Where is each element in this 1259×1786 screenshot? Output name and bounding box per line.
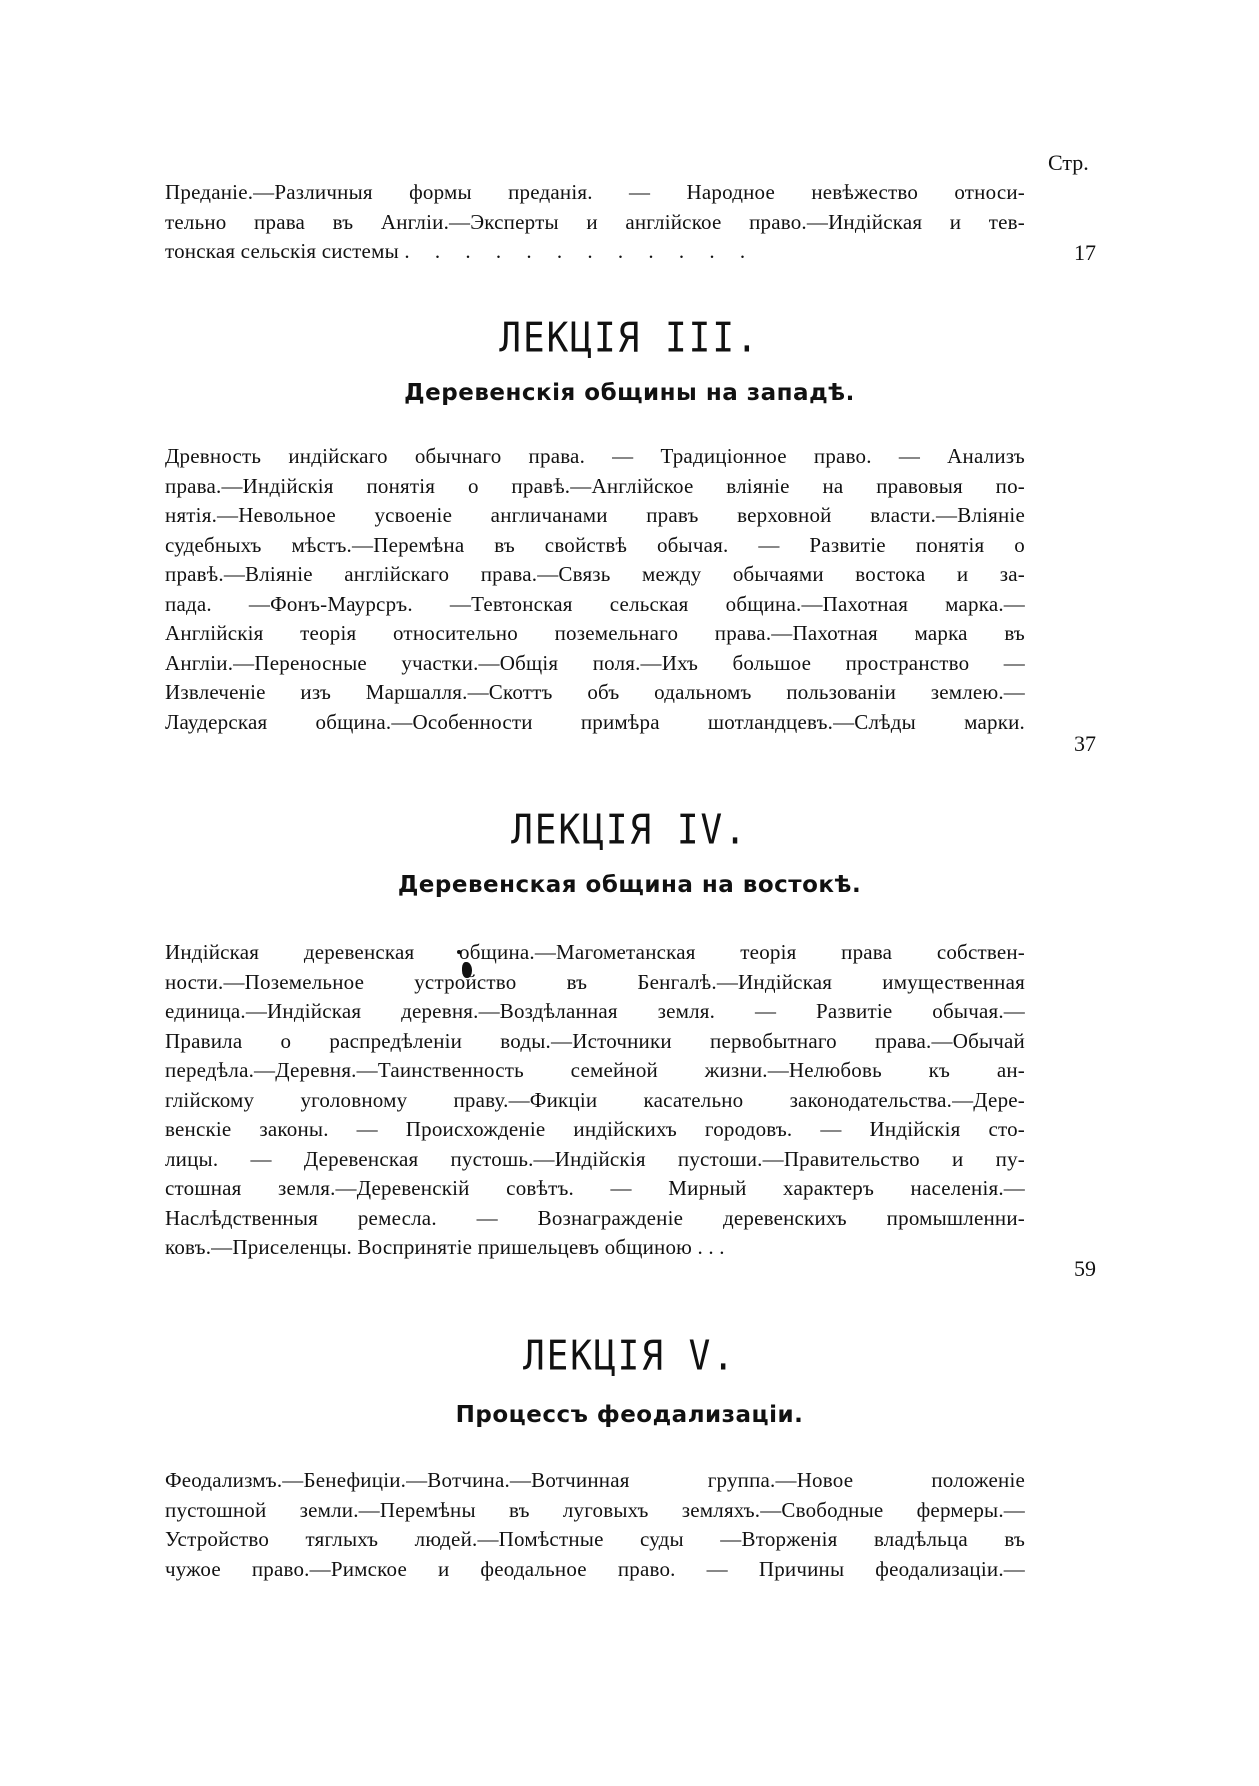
- page-column-label: Стр.: [1048, 150, 1089, 175]
- summary-line: Извлеченiе изъ Маршалля.—Скоттъ объ одальномъ пользованiи землею.—: [165, 680, 1025, 704]
- page-number: 37: [1074, 731, 1096, 756]
- summary-line: Устройство тяглыхъ людей.—Помѣстные суды —Вторженiя владѣльца въ: [165, 1527, 1025, 1551]
- summary-line: ковъ.—Приселенцы. Воспринятiе пришельцевъ общиною . . .: [165, 1235, 725, 1259]
- summary-line: Англiйскiя теорiя относительно поземельнаго права.—Пахотная марка въ: [165, 621, 1025, 645]
- summary-line: стошная земля.—Деревенскiй совѣтъ. — Мирный характеръ населенiя.—: [165, 1176, 1025, 1200]
- summary-line: Индiйская деревенская община.—Магометанская теорiя права собствен-: [165, 940, 1025, 964]
- summary-line: Наслѣдственныя ремесла. — Вознагражденiе деревенскихъ промышленни-: [165, 1205, 1025, 1230]
- summary-line: Англiи.—Переносные участки.—Общiя поля.—Ихъ большое пространство —: [165, 650, 1025, 675]
- summary-line: нятiя.—Невольное усвоенiе англичанами правъ верховной власти.—Влiянiе: [165, 503, 1025, 527]
- summary-line-with-leader: [165, 237, 1025, 267]
- summary-line: судебныхъ мѣстъ.—Перемѣна въ свойствѣ обычая. — Развитiе понятiя о: [165, 532, 1025, 557]
- summary-line: лицы. — Деревенская пустошь.—Индiйскiя пустоши.—Правительство и пу-: [165, 1146, 1025, 1171]
- summary-line: правѣ.—Влiянiе англiйскаго права.—Связь между обычаями востока и за-: [165, 562, 1025, 586]
- summary-line: пустошной земли.—Перемѣны въ луговыхъ земляхъ.—Свободные фермеры.—: [165, 1497, 1025, 1522]
- summary-line: права.—Индiйскiя понятiя о правѣ.—Англiйское влiянiе на правовыя по-: [165, 473, 1025, 498]
- page-number: 59: [1074, 1256, 1096, 1281]
- lecture4-summary: [165, 938, 1025, 1263]
- summary-line: единица.—Индiйская деревня.—Воздѣланная земля. — Развитiе обычая.—: [165, 999, 1025, 1023]
- dot-leader: . . . . . . . . . . . .: [404, 239, 756, 263]
- summary-line: передѣла.—Деревня.—Таинственность семейной жизни.—Нелюбовь къ ан-: [165, 1058, 1025, 1082]
- lecture-title: Деревенская община на востокѣ.: [397, 872, 862, 898]
- lecture-title: Процессъ феодализацiи.: [455, 1402, 804, 1428]
- lecture-heading: ЛЕКЦIЯ IV.: [511, 806, 748, 855]
- summary-line: тельно права въ Англiи.—Эксперты и англiйское право.—Индiйская и тев-: [165, 209, 1025, 234]
- summary-line: пада. —Фонъ-Маурсръ. —Тевтонская сельская община.—Пахотная марка.—: [165, 591, 1025, 616]
- summary-line: ности.—Поземельное устройство въ Бенгалѣ.—Индiйская имущественная: [165, 969, 1025, 994]
- summary-line: Правила о распредѣленiи воды.—Источники первобытнаго права.—Обычай: [165, 1028, 1025, 1053]
- summary-line: чужое право.—Римское и феодальное право. — Причины феодализацiи.—: [165, 1556, 1025, 1581]
- lecture5-summary: [165, 1466, 1025, 1584]
- lecture-title: Деревенскiя общины на западѣ.: [404, 380, 855, 406]
- summary-line: венскiе законы. — Происхожденiе индiйскихъ городовъ. — Индiйскiя сто-: [165, 1117, 1025, 1141]
- summary-line: Феодализмъ.—Бенефицiи.—Вотчина.—Вотчинная группа.—Новое положенiе: [165, 1468, 1025, 1492]
- summary-line: Древность индiйскаго обычнаго права. — Традицiонное право. — Анализъ: [165, 444, 1025, 468]
- section2-tail-summary: [165, 178, 1025, 267]
- summary-line: глiйскому уголовному праву.—Фикцiи касательно законодательства.—Дере-: [165, 1087, 1025, 1112]
- page-number: 17: [1074, 240, 1096, 265]
- lecture-heading: ЛЕКЦIЯ III.: [499, 314, 760, 363]
- summary-line: Преданiе.—Различныя формы преданiя. — Народное невѣжество относи-: [165, 180, 1025, 204]
- lecture3-summary: [165, 442, 1025, 737]
- summary-line: Лаудерская община.—Особенности примѣра шотландцевъ.—Слѣды марки.: [165, 709, 1025, 734]
- summary-line-text: тонская сельскiя системы: [165, 239, 399, 263]
- lecture-heading: ЛЕКЦIЯ V.: [522, 1332, 737, 1381]
